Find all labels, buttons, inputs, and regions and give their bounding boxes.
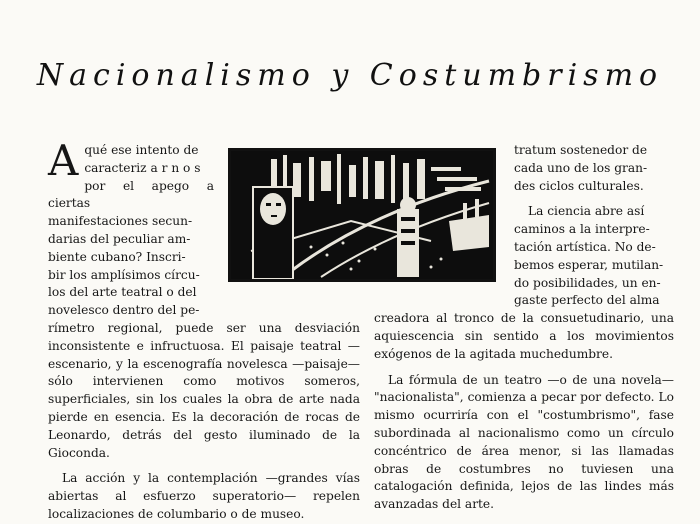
left-line: por el apego a ciertas [48,178,214,211]
left-line: darias del peculiar am- [48,231,191,246]
right-line: caminos a la interpre- [514,222,650,237]
left-line: bir los amplísimos círcu- [48,267,200,282]
left-column [48,136,360,524]
right-line: tratum sostenedor de [514,143,648,157]
left-line: novelesco dentro del pe- [48,303,200,318]
left-opening-block [48,136,214,320]
drop-cap: A [48,136,79,185]
left-line: manifestaciones secun- [48,214,193,229]
left-line: caracteriz a r n o s [84,160,201,175]
right-paragraph-ciencia-rest: creadora al tronco de la consuetudinario, una aquiescencia sin sentido a los movimientos exógenos de la agitada muchedumbre. [374,311,674,361]
right-line: gaste perfecto del alma [514,293,660,308]
right-paragraph-formula: La fórmula de un teatro —o de una novela— "nacionalista", comienza a pecar por defecto. Lo mismo ocurriría con el "costumbrismo", fase subordinada al nacionalismo como un círculo concéntrico de área menor, si las llamadas obras de costumbres no tuviesen una catalogación definida, lejos de las lindes más avanzadas del arte. [374,372,674,512]
right-column [374,142,674,514]
left-paragraph-accion: La acción y la contemplación —grandes vías abiertas al esfuerzo superatorio— repelen localizaciones de columbario o de museo. [48,471,360,521]
right-top-block [514,142,674,310]
right-line: cada uno de los gran- [514,160,648,175]
left-line: biente cubano? Inscri- [48,249,186,264]
right-line: do posibilidades, un en- [514,275,661,290]
right-line: des ciclos culturales. [514,178,644,193]
right-line: bemos esperar, mutilan- [514,257,664,272]
article-title: Nacionalismo y Costumbrismo [36,58,664,93]
left-line: qué ese intento de [84,143,199,157]
right-line: La ciencia abre así [528,204,645,219]
right-line: tación artística. No de- [514,239,656,254]
left-paragraph-continuation: rímetro regional, puede ser una desviación inconsistente e infructuosa. El paisaje teatral —escenario, y la escenografía novelesca —paisaje— sólo intervienen como motivos someros, superficiales, sin los cuales la obra de arte nada pierde en esencia. Es la decoración de rocas de Leonardo, detrás del gesto iluminado de la Gioconda. [48,320,360,460]
left-line: los del arte teatral o del [48,285,197,300]
